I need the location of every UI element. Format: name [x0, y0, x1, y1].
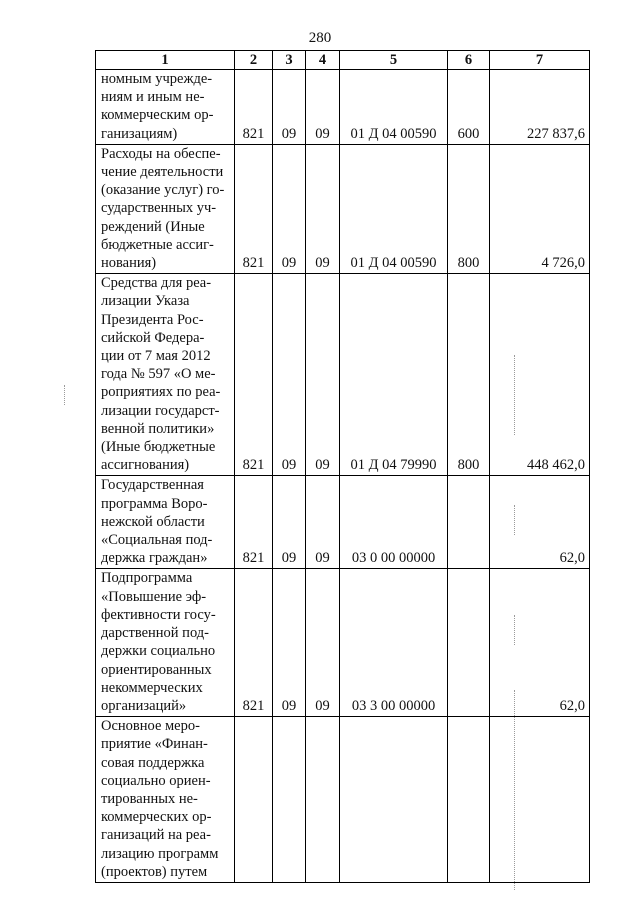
row-name: Подпрограмма «Повышение эф- фективности госу- дарственной под- держки социально ориентированных некоммерческих организаций»: [96, 569, 235, 717]
header-col-6: 6: [448, 51, 490, 70]
scan-dots-left: [64, 385, 65, 405]
row-gr-code: 821: [235, 476, 273, 569]
row-pr-code: 09: [306, 70, 340, 145]
row-gr-code: [235, 717, 273, 883]
row-rz-code: [273, 717, 306, 883]
scan-dots-right-lower: [514, 615, 515, 645]
scan-dots-right-middle: [514, 505, 515, 535]
row-name: Расходы на обеспе- чение деятельности (оказание услуг) го- сударственных уч- реждений (Иные бюджетные ассиг- нования): [96, 144, 235, 273]
row-rz-code: 09: [273, 70, 306, 145]
row-rz-code: 09: [273, 569, 306, 717]
row-vr-code: 800: [448, 144, 490, 273]
row-vr-code: [448, 717, 490, 883]
header-col-7: 7: [490, 51, 590, 70]
row-rz-code: 09: [273, 274, 306, 476]
row-csr-code: 01 Д 04 79990: [340, 274, 448, 476]
table-row: [96, 274, 590, 476]
row-csr-code: 01 Д 04 00590: [340, 70, 448, 145]
row-rz-code: 09: [273, 476, 306, 569]
page-number: 280: [308, 30, 332, 46]
table-row: [96, 70, 590, 145]
table-row: [96, 569, 590, 717]
table-header-row: [96, 51, 590, 70]
row-vr-code: 600: [448, 70, 490, 145]
row-pr-code: 09: [306, 274, 340, 476]
row-pr-code: 09: [306, 476, 340, 569]
row-name: номным учрежде- ниям и иным не- коммерческим ор- ганизациям): [96, 70, 235, 145]
row-csr-code: 01 Д 04 00590: [340, 144, 448, 273]
header-col-1: 1: [96, 51, 235, 70]
row-rz-code: 09: [273, 144, 306, 273]
row-gr-code: 821: [235, 569, 273, 717]
row-amount: 448 462,0: [490, 274, 590, 476]
row-amount: [490, 717, 590, 883]
header-col-3: 3: [273, 51, 306, 70]
budget-table: [95, 50, 590, 883]
row-vr-code: [448, 569, 490, 717]
row-pr-code: 09: [306, 144, 340, 273]
table-row: [96, 476, 590, 569]
row-name: Государственная программа Воро- нежской области «Социальная под- держка граждан»: [96, 476, 235, 569]
row-amount: 227 837,6: [490, 70, 590, 145]
scan-dots-right-bottom: [514, 690, 515, 890]
row-name: Основное меро- приятие «Финан- совая поддержка социально ориен- тированных не- коммерческих ор- ганизаций на реа- лизацию программ (проектов) путем: [96, 717, 235, 883]
table-row: [96, 717, 590, 883]
row-vr-code: [448, 476, 490, 569]
row-vr-code: 800: [448, 274, 490, 476]
row-name: Средства для реа- лизации Указа Президента Рос- сийской Федера- ции от 7 мая 2012 года № 597 «О ме- роприятиях по реа- лизации государст- венной политики» (Иные бюджетные ассигнования): [96, 274, 235, 476]
header-col-5: 5: [340, 51, 448, 70]
row-gr-code: 821: [235, 70, 273, 145]
row-pr-code: 09: [306, 569, 340, 717]
header-col-2: 2: [235, 51, 273, 70]
row-csr-code: 03 3 00 00000: [340, 569, 448, 717]
row-gr-code: 821: [235, 274, 273, 476]
header-col-4: 4: [306, 51, 340, 70]
row-csr-code: [340, 717, 448, 883]
row-amount: 4 726,0: [490, 144, 590, 273]
row-amount: 62,0: [490, 569, 590, 717]
row-csr-code: 03 0 00 00000: [340, 476, 448, 569]
row-pr-code: [306, 717, 340, 883]
row-amount: 62,0: [490, 476, 590, 569]
row-gr-code: 821: [235, 144, 273, 273]
table-row: [96, 144, 590, 273]
scan-dots-right-upper: [514, 355, 515, 435]
